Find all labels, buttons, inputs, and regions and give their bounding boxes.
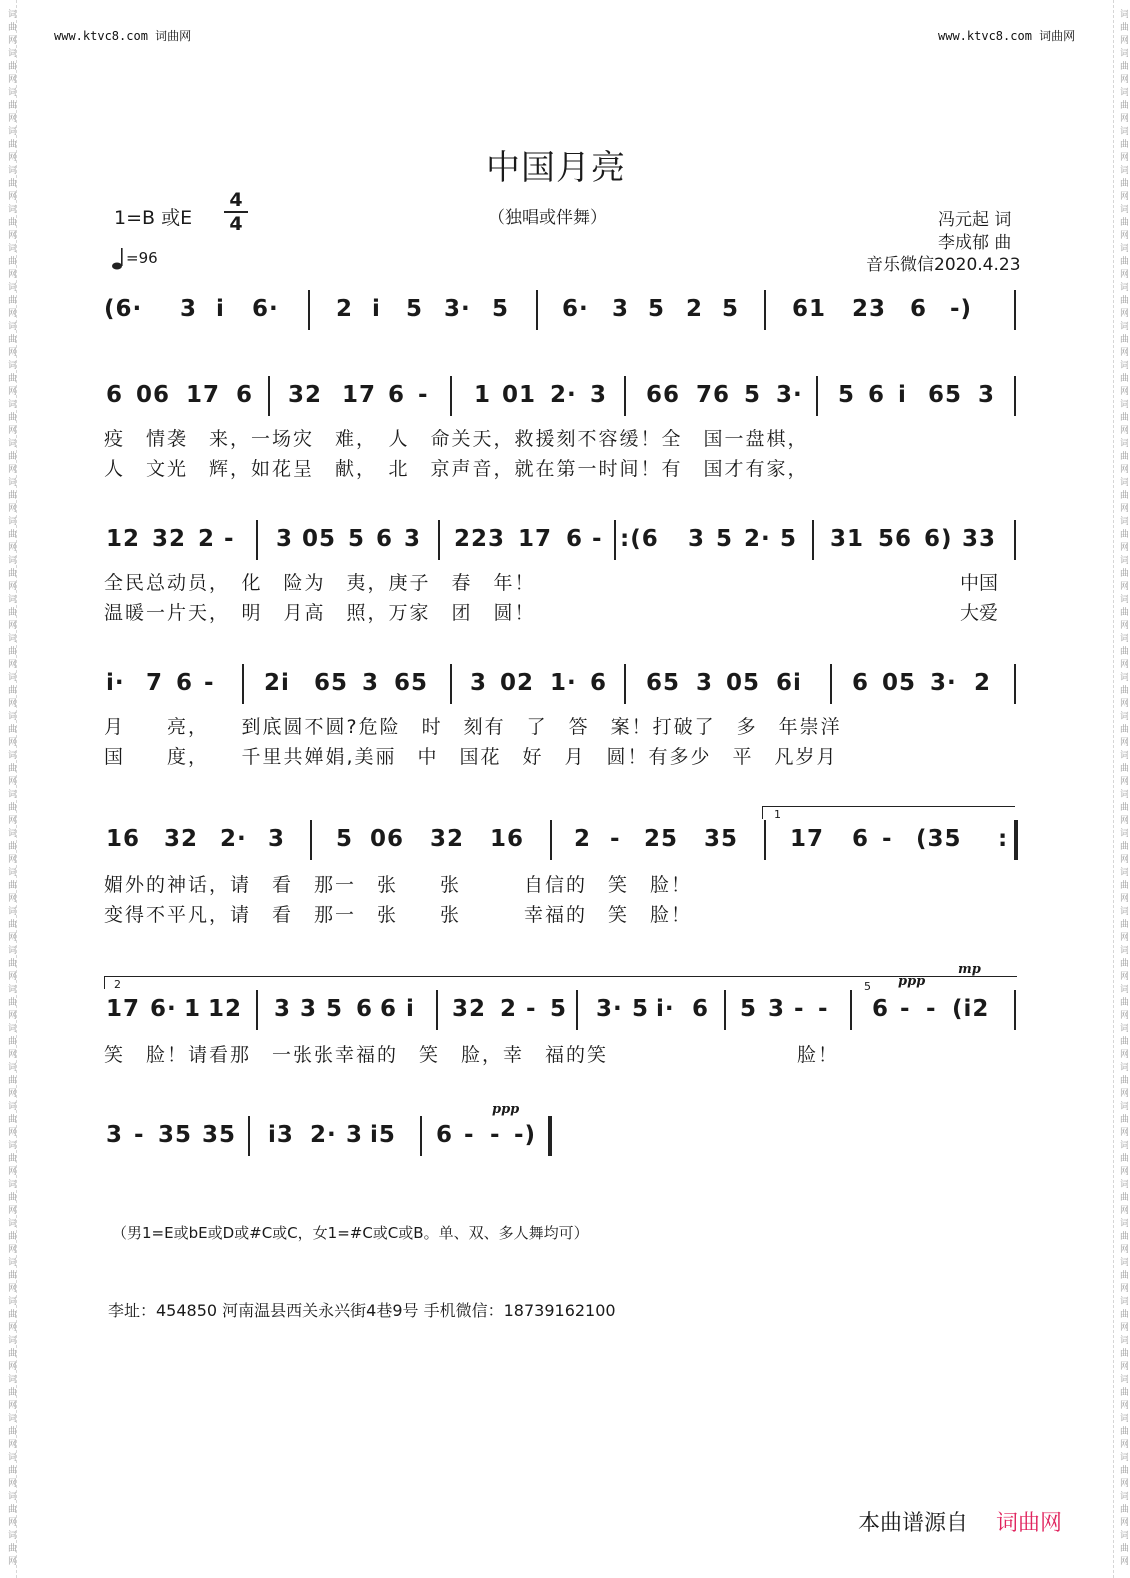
site-url-left[interactable]: www.ktvc8.com	[54, 29, 148, 43]
note: 06	[136, 382, 171, 408]
barline	[624, 376, 626, 416]
lyric-verse1-line1: 疫 情袭 来，一场灾 难， 人 命关天，救援刻不容缓！全 国一盘棋，	[104, 428, 809, 450]
note: 3	[590, 382, 608, 408]
note: -	[224, 526, 235, 552]
note: 3	[106, 1122, 124, 1148]
note: 3	[978, 382, 996, 408]
time-top: 4	[229, 189, 243, 211]
site-name-right: 词曲网	[1039, 29, 1076, 43]
site-name-left: 词曲网	[155, 29, 192, 43]
note: 6	[910, 296, 928, 322]
side-watermark-right: 词曲网词曲网词曲网词曲网词曲网词曲网词曲网词曲网词曲网词曲网词曲网词曲网词曲网词曲网词曲网词曲网词曲网词曲网词曲网词曲网词曲网词曲网词曲网词曲网词曲网词曲网词曲网词曲网词曲网词曲网词曲网词曲网词曲网词曲网词曲网词曲网词曲网词曲网词曲网词曲网	[1113, 0, 1128, 1578]
note: 3	[688, 526, 706, 552]
note: (35	[916, 826, 962, 852]
barline	[830, 664, 832, 704]
note: 3	[470, 670, 488, 696]
footer-source: 本曲谱源自	[858, 1511, 969, 1536]
note: 3	[180, 296, 198, 322]
note: i5	[370, 1122, 396, 1148]
note: 3	[404, 526, 422, 552]
note: 1·	[550, 670, 577, 696]
dynamic-ppp-2: ppp	[492, 1102, 520, 1117]
note: 61	[792, 296, 827, 322]
note: 3	[300, 996, 318, 1022]
note: -	[592, 526, 603, 552]
note: 02	[500, 670, 535, 696]
barline	[812, 520, 814, 560]
note: 6)	[924, 526, 953, 552]
barline	[1014, 376, 1016, 416]
lyric-verse1-line2: 全民总动员， 化 险为 夷，庚子 春 年！	[104, 572, 536, 594]
barline	[450, 664, 452, 704]
note: 3	[362, 670, 380, 696]
lyric-verse2-line2: 温暖一片天， 明 月高 照，万家 团 圆！	[104, 602, 536, 624]
note: 6	[566, 526, 584, 552]
final-barline	[548, 1116, 552, 1156]
note: 6	[356, 996, 374, 1022]
site-watermark-top-right[interactable]	[938, 27, 1075, 44]
note: 5	[632, 996, 650, 1022]
barline	[268, 376, 270, 416]
barline	[310, 820, 312, 860]
volta-bracket-2	[104, 976, 1017, 989]
note: -	[610, 826, 621, 852]
note: -	[882, 826, 893, 852]
barline	[816, 376, 818, 416]
note: -	[204, 670, 215, 696]
score-line-6	[100, 996, 1020, 1036]
note: 6	[868, 382, 886, 408]
note: (i2	[952, 996, 990, 1022]
fingering-five: 5	[864, 980, 871, 993]
note: 3·	[776, 382, 803, 408]
note: 5	[740, 996, 758, 1022]
note: i	[406, 996, 415, 1022]
note: 3	[612, 296, 630, 322]
note: 16	[490, 826, 525, 852]
barline	[576, 990, 578, 1030]
note: 5	[716, 526, 734, 552]
barline	[624, 664, 626, 704]
note: 5	[492, 296, 510, 322]
note: 32	[164, 826, 199, 852]
note: 6	[106, 382, 124, 408]
lyric-verse2-line2-end: 大爱	[960, 602, 999, 624]
note: i	[216, 296, 225, 322]
note: 6	[852, 826, 870, 852]
note: 35	[202, 1122, 237, 1148]
barline	[420, 1116, 422, 1156]
lyricist: 冯元起 词	[938, 210, 1012, 230]
note: 1	[474, 382, 492, 408]
note: 66	[646, 382, 681, 408]
note: 6	[872, 996, 890, 1022]
barline	[450, 376, 452, 416]
note: 6	[380, 996, 398, 1022]
barline	[1014, 520, 1016, 560]
site-url-right[interactable]: www.ktvc8.com	[938, 29, 1032, 43]
note: 23	[852, 296, 887, 322]
note: 6	[590, 670, 608, 696]
dynamic-ppp-1: ppp	[898, 974, 926, 989]
note: -)	[950, 296, 973, 322]
lyric-verse1-line3: 月 亮， 到底圆不圆?危险 时 刻有 了 答 案！打破了 多 年崇洋	[104, 716, 842, 738]
note: -	[818, 996, 829, 1022]
note: 5	[348, 526, 366, 552]
note: 05	[882, 670, 917, 696]
note: 16	[106, 826, 141, 852]
quarter-note-icon	[112, 246, 124, 270]
note: 5	[326, 996, 344, 1022]
note: 3·	[444, 296, 471, 322]
note: 2·	[310, 1122, 337, 1148]
note: 6	[388, 382, 406, 408]
note: 6·	[562, 296, 589, 322]
lyric-verse2-line4: 变得不平凡，请 看 那一 张 张 幸福的 笑 脸！	[104, 904, 693, 926]
note: 56	[878, 526, 913, 552]
note: 3	[268, 826, 286, 852]
note: -	[900, 996, 911, 1022]
volta-number-1: 1	[774, 808, 781, 821]
note: 65	[394, 670, 429, 696]
volta-number-2: 2	[114, 978, 121, 991]
footer-brand-link[interactable]: 词曲网	[996, 1511, 1063, 1536]
note: 5	[648, 296, 666, 322]
barline	[438, 520, 440, 560]
note: 32	[288, 382, 323, 408]
note: 223	[454, 526, 506, 552]
note: 5	[780, 526, 798, 552]
note: i·	[106, 670, 125, 696]
score-line-1	[100, 296, 1020, 336]
note: 65	[314, 670, 349, 696]
barline	[850, 990, 852, 1030]
song-subtitle: （独唱或伴舞）	[488, 208, 607, 228]
contact-date: 音乐微信2020.4.23	[866, 255, 1021, 275]
note: -	[490, 1122, 501, 1148]
lyric-verse1-line2-end: 中国	[960, 572, 999, 594]
note: 12	[106, 526, 141, 552]
barline	[248, 1116, 250, 1156]
barline	[724, 990, 726, 1030]
note: -	[926, 996, 937, 1022]
note: 3·	[930, 670, 957, 696]
side-watermark-left: 词曲网词曲网词曲网词曲网词曲网词曲网词曲网词曲网词曲网词曲网词曲网词曲网词曲网词曲网词曲网词曲网词曲网词曲网词曲网词曲网词曲网词曲网词曲网词曲网词曲网词曲网词曲网词曲网词曲网词曲网词曲网词曲网词曲网词曲网词曲网词曲网词曲网词曲网词曲网词曲网	[2, 0, 17, 1578]
score-line-4	[100, 670, 1020, 710]
time-bottom: 4	[229, 213, 243, 235]
note: 12	[208, 996, 243, 1022]
note: 33	[962, 526, 997, 552]
volta-bracket-1	[762, 806, 1015, 819]
tempo-marking: =96	[126, 249, 158, 267]
note: 6	[376, 526, 394, 552]
note: 1	[184, 996, 202, 1022]
note: 6	[236, 382, 254, 408]
note: 65	[646, 670, 681, 696]
note: 6·	[150, 996, 177, 1022]
note: i	[898, 382, 907, 408]
note: 6	[176, 670, 194, 696]
score-line-7	[100, 1122, 1020, 1162]
note: :(6	[620, 526, 659, 552]
note: 76	[696, 382, 731, 408]
final-repeat-barline	[1014, 820, 1018, 860]
note: 6i	[776, 670, 802, 696]
note: 2·	[550, 382, 577, 408]
note: 35	[158, 1122, 193, 1148]
barline	[436, 990, 438, 1030]
note: 5	[336, 826, 354, 852]
note: 25	[644, 826, 679, 852]
note: i3	[268, 1122, 294, 1148]
site-watermark-top-left[interactable]	[54, 27, 191, 44]
song-title: 中国月亮	[486, 148, 626, 188]
note: 2·	[744, 526, 771, 552]
note: 7	[146, 670, 164, 696]
note: 2	[500, 996, 518, 1022]
note: i	[372, 296, 381, 322]
note: 3	[276, 526, 294, 552]
note: 5	[550, 996, 568, 1022]
note: 3	[768, 996, 786, 1022]
barline	[550, 820, 552, 860]
note: 3	[696, 670, 714, 696]
note: 17	[186, 382, 221, 408]
note: 2	[198, 526, 216, 552]
barline	[1014, 290, 1016, 330]
note: 2·	[220, 826, 247, 852]
note: 6	[436, 1122, 454, 1148]
lyric-verse2-line1: 人 文光 辉，如花呈 献， 北 京声音，就在第一时间！有 国才有家，	[104, 458, 809, 480]
note: 32	[452, 996, 487, 1022]
time-signature	[224, 190, 248, 234]
voice-range-note: （男1=E或bE或D或#C或C，女1=#C或C或B。单、双、多人舞均可）	[112, 1224, 589, 1242]
barline	[308, 290, 310, 330]
note: 3·	[596, 996, 623, 1022]
note: 6	[692, 996, 710, 1022]
repeat-barline	[614, 520, 616, 560]
note: 17	[790, 826, 825, 852]
note: 2i	[264, 670, 290, 696]
score-line-2	[100, 382, 1020, 422]
note: -)	[514, 1122, 537, 1148]
note: 3	[274, 996, 292, 1022]
note: 05	[726, 670, 761, 696]
note: 65	[928, 382, 963, 408]
note: 3	[346, 1122, 364, 1148]
note: 17	[106, 996, 141, 1022]
note: -	[418, 382, 429, 408]
note: 2	[974, 670, 992, 696]
note: 17	[342, 382, 377, 408]
note: -	[526, 996, 537, 1022]
author-address: 李址：454850 河南温县西关永兴街4巷9号 手机微信：18739162100	[108, 1301, 616, 1320]
lyric-verse1-line4: 媚外的神话，请 看 那一 张 张 自信的 笑 脸！	[104, 874, 693, 896]
note: 6·	[252, 296, 279, 322]
lyric-verse2-line3: 国 度， 千里共婵娟,美丽 中 国花 好 月 圆！有多少 平 凡岁月	[104, 746, 838, 768]
note: (6·	[104, 296, 143, 322]
barline	[256, 990, 258, 1030]
dynamic-mp: mp	[958, 962, 981, 977]
note: 5	[406, 296, 424, 322]
note: 2	[686, 296, 704, 322]
note: 01	[502, 382, 537, 408]
barline	[536, 290, 538, 330]
note: 32	[430, 826, 465, 852]
note: :	[998, 826, 1009, 852]
score-line-3	[100, 526, 1020, 566]
barline	[1014, 990, 1016, 1030]
note: 5	[722, 296, 740, 322]
note: 2	[336, 296, 354, 322]
barline	[764, 820, 766, 860]
note: 35	[704, 826, 739, 852]
barline	[1014, 664, 1016, 704]
note: 31	[830, 526, 865, 552]
note: 17	[518, 526, 553, 552]
note: 2	[574, 826, 592, 852]
note: 32	[152, 526, 187, 552]
composer: 李成郁 曲	[938, 233, 1012, 253]
score-line-5	[100, 826, 1020, 866]
lyric-coda-line: 笑 脸！请看那 一张张幸福的 笑 脸，幸 福的笑 脸！	[104, 1044, 840, 1066]
note: -	[134, 1122, 145, 1148]
note: -	[794, 996, 805, 1022]
note: 06	[370, 826, 405, 852]
note: i·	[656, 996, 675, 1022]
barline	[764, 290, 766, 330]
note: -	[464, 1122, 475, 1148]
key-signature: 1=B 或E	[114, 207, 193, 229]
barline	[242, 664, 244, 704]
note: 5	[744, 382, 762, 408]
note: 5	[838, 382, 856, 408]
barline	[256, 520, 258, 560]
note: 6	[852, 670, 870, 696]
note: 05	[302, 526, 337, 552]
